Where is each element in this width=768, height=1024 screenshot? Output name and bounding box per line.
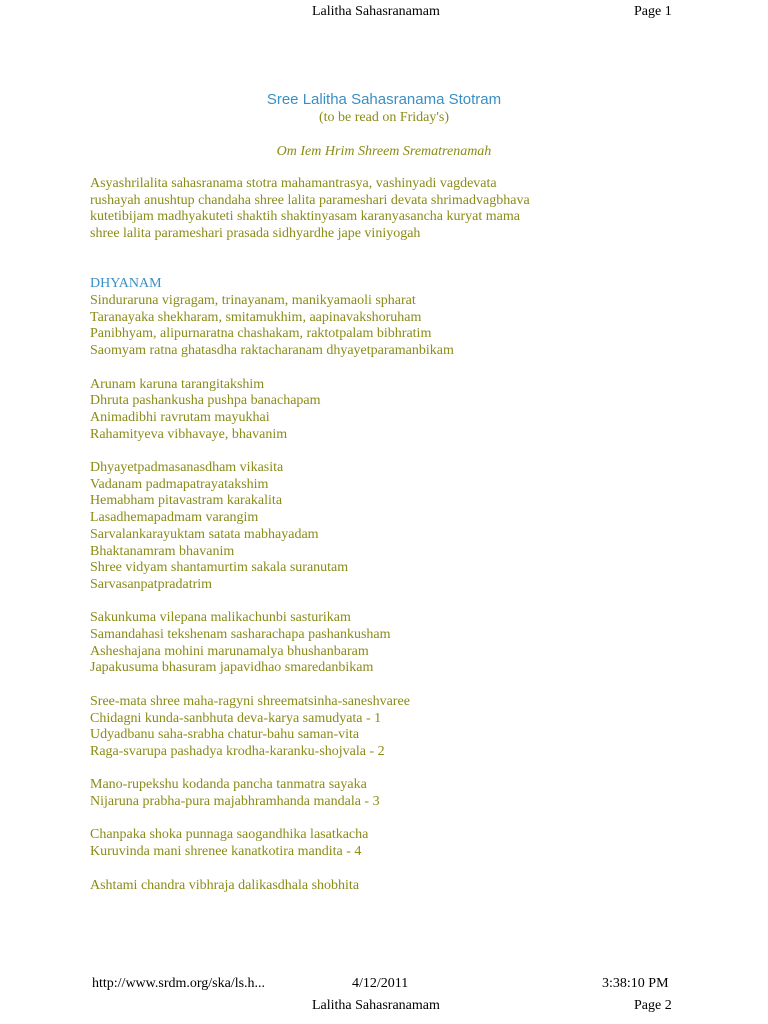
- verse-line: Dhyayetpadmasanasdham vikasita: [90, 460, 284, 475]
- invocation-line: Om Iem Hrim Shreem Srematrenamah: [276, 144, 492, 159]
- stanza: [90, 460, 690, 594]
- verse-line: Kuruvinda mani shrenee kanatkotira mandita - 4: [90, 844, 362, 860]
- footer-time: 3:38:10 PM: [602, 976, 669, 991]
- intro-line: Asyashrilalita sahasranama stotra mahamantrasya, vashinyadi vagdevata: [90, 176, 497, 191]
- verse-line: Samandahasi tekshenam sasharachapa pashankusham: [90, 627, 391, 643]
- footer-url: http://www.srdm.org/ska/ls.h...: [92, 976, 266, 991]
- next-page-number: Page 2: [634, 998, 672, 1013]
- stanza: [90, 610, 690, 677]
- intro-line: kutetibijam madhyakuteti shaktih shaktinyasam karanyasancha kuryat mama: [90, 209, 520, 225]
- verse-line: Bhaktanamram bhavanim: [90, 543, 235, 559]
- stanza: [90, 827, 690, 860]
- page-title: Sree Lalitha Sahasranama Stotram: [266, 91, 502, 108]
- verse-line: Sarvalankarayuktam satata mabhayadam: [90, 526, 319, 542]
- stanza: [90, 777, 690, 810]
- verse-line: Arunam karuna tarangitakshim: [90, 376, 265, 392]
- next-page-header-title: Lalitha Sahasranamam: [312, 998, 440, 1013]
- stanza: [90, 878, 690, 895]
- footer-date: 4/12/2011: [352, 976, 409, 991]
- verse-line: Sree-mata shree maha-ragyni shreematsinha-saneshvaree: [90, 693, 410, 709]
- intro-line: shree lalita parameshari prasada sidhyardhe jape viniyogah: [90, 226, 421, 242]
- verse-line: Chanpaka shoka punnaga saogandhika lasatkacha: [90, 827, 369, 843]
- stanza: [90, 293, 690, 360]
- header-title: Lalitha Sahasranamam: [312, 4, 440, 19]
- verse-line: Shree vidyam shantamurtim sakala suranutam: [90, 560, 349, 576]
- stanza: [90, 694, 690, 761]
- verse-line: Mano-rupekshu kodanda pancha tanmatra sayaka: [90, 777, 367, 793]
- verse-line: Asheshajana mohini marunamalya bhushanbaram: [90, 643, 369, 659]
- dhyanam-heading: DHYANAM: [90, 276, 162, 291]
- intro-line: rushayah anushtup chandaha shree lalita parameshari devata shrimadvagbhava: [90, 192, 530, 208]
- stanza: [90, 377, 690, 444]
- verse-line: Vadanam padmapatrayatakshim: [90, 476, 269, 492]
- verse-line: Dhruta pashankusha pushpa banachapam: [90, 393, 321, 409]
- verse-line: Taranayaka shekharam, smitamukhim, aapinavakshoruham: [90, 309, 422, 325]
- header-page-number: Page 1: [634, 4, 672, 19]
- verses-section: [90, 293, 690, 911]
- verse-line: Sinduraruna vigragam, trinayanam, manikyamaoli spharat: [90, 293, 416, 308]
- verse-line: Nijaruna prabha-pura majabhramhanda mandala - 3: [90, 794, 380, 810]
- verse-line: Japakusuma bhasuram japavidhao smaredanbikam: [90, 660, 374, 676]
- verse-line: Chidagni kunda-sanbhuta deva-karya samudyata - 1: [90, 710, 382, 726]
- verse-line: Raga-svarupa pashadya krodha-karanku-shojvala - 2: [90, 743, 385, 759]
- verse-line: Lasadhemapadmam varangim: [90, 510, 259, 526]
- verse-line: Sarvasanpatpradatrim: [90, 576, 213, 592]
- verse-line: Hemabham pitavastram karakalita: [90, 493, 283, 509]
- intro-paragraph: [90, 176, 690, 243]
- verse-line: Ashtami chandra vibhraja dalikasdhala shobhita: [90, 877, 360, 893]
- verse-line: Rahamityeva vibhavaye, bhavanim: [90, 426, 288, 442]
- verse-line: Panibhyam, alipurnaratna chashakam, raktotpalam bibhratim: [90, 326, 432, 342]
- verse-line: Udyadbanu saha-srabha chatur-bahu saman-vita: [90, 727, 360, 743]
- verse-line: Sakunkuma vilepana malikachunbi sasturikam: [90, 610, 351, 626]
- page-subtitle: (to be read on Friday's): [318, 110, 450, 125]
- verse-line: Animadibhi ravrutam mayukhai: [90, 409, 270, 425]
- verse-line: Saomyam ratna ghatasdha raktacharanam dhyayetparamanbikam: [90, 343, 454, 359]
